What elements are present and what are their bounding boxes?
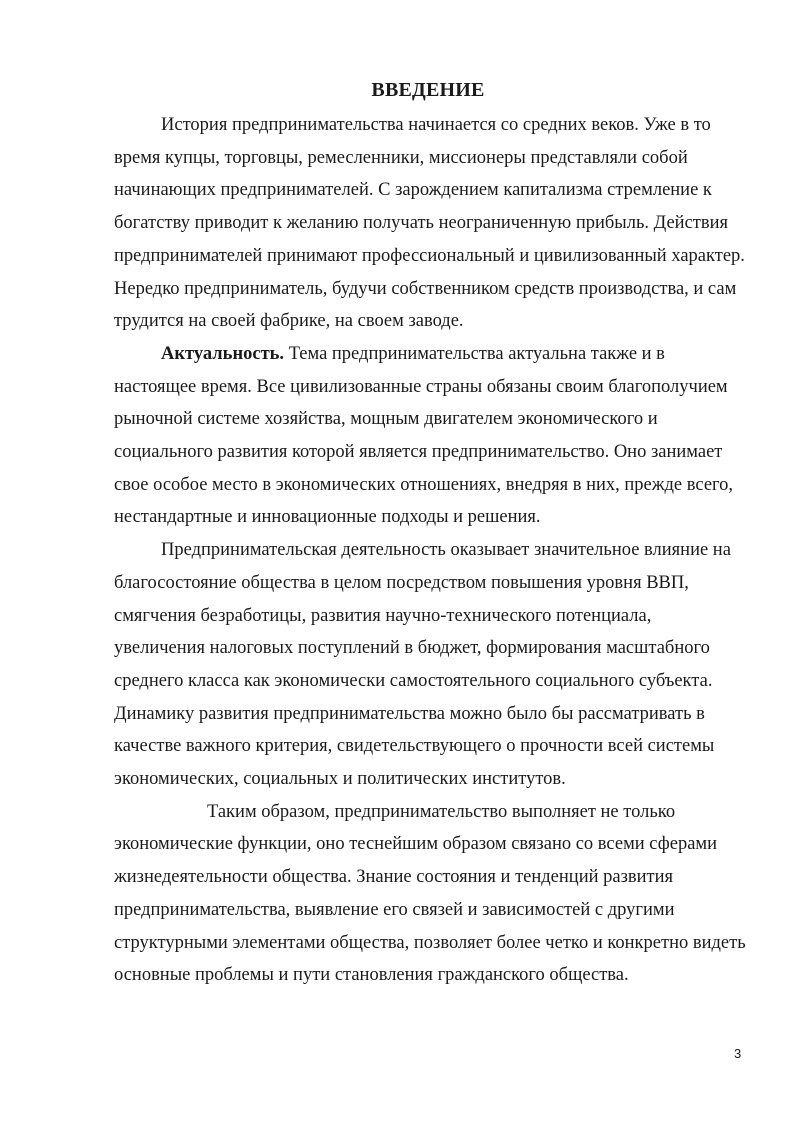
page-number: 3 <box>734 1046 742 1061</box>
paragraph-text: Таким образом, предпринимательство выполняет не только экономические функции, оно теснейшим образом связано со всеми сферами жизнедеятельности общества. Знание состояния и тенденций развития предпринимательства, выявление его связей и зависимостей с другими структурными элементами общества, позволяет более четко и конкретно видеть основные проблемы и пути становления гражданского общества. <box>114 801 746 986</box>
paragraph-impact <box>114 534 746 796</box>
page-title: ВВЕДЕНИЕ <box>371 79 485 101</box>
document-body <box>114 109 746 992</box>
paragraph-text: Тема предпринимательства актуальна также и в настоящее время. Все цивилизованные страны обязаны своим благополучием рыночной системе хозяйства, мощным двигателем экономического и социального развития которой является предпринимательство. Оно занимает свое особое место в экономических отношениях, внедряя в них, прежде всего, нестандартные и инновационные подходы и решения. <box>114 343 734 528</box>
paragraph-history <box>114 109 746 338</box>
paragraph-relevance <box>114 338 746 534</box>
paragraph-conclusion <box>114 796 746 992</box>
paragraph-text: История предпринимательства начинается со средних веков. Уже в то время купцы, торговцы, ремесленники, миссионеры представляли собой начинающих предпринимателей. С зарождением капитализма стремление к богатству приводит к желанию получать неограниченную прибыль. Действия предпринимателей принимают профессиональный и цивилизованный характер. Нередко предприниматель, будучи собственником средств производства, и сам трудится на своей фабрике, на своем заводе. <box>114 115 745 332</box>
paragraph-lead: Актуальность. <box>161 343 285 364</box>
paragraph-text: Предпринимательская деятельность оказывает значительное влияние на благосостояние общества в целом посредством повышения уровня ВВП, смягчения безработицы, развития научно-технического потенциала, увеличения налоговых поступлений в бюджет, формирования масштабного среднего класса как экономически самостоятельного социального субъекта. Динамику развития предпринимательства можно было бы рассматривать в качестве важного критерия, свидетельствующего о прочности всей системы экономических, социальных и политических институтов. <box>114 540 731 790</box>
